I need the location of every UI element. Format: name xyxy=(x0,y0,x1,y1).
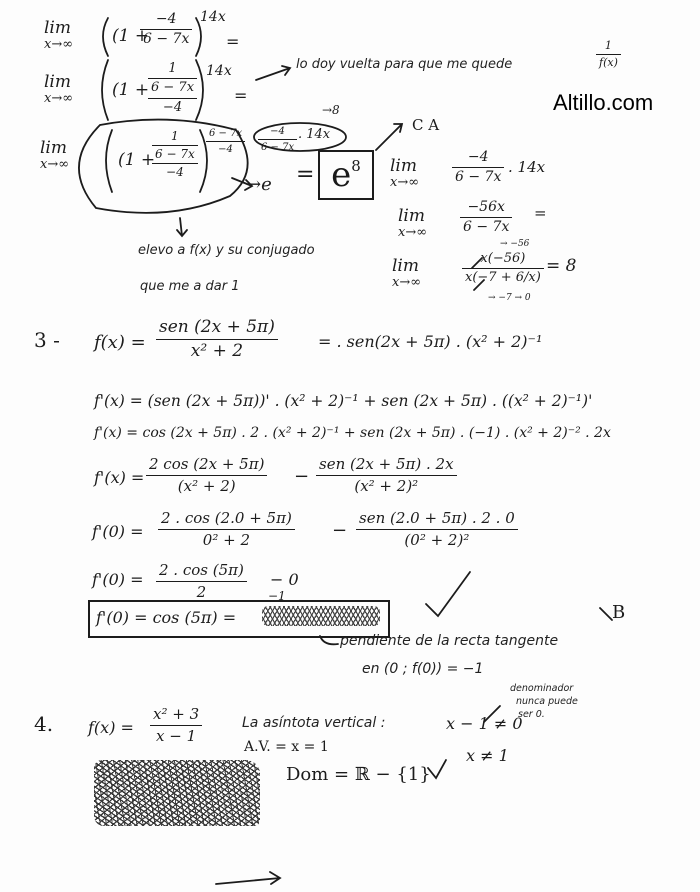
fraction-numerator: x² + 3 xyxy=(153,705,200,723)
note-line: denominador xyxy=(510,683,574,694)
fraction-denominator: x − 1 xyxy=(156,726,197,745)
fraction-denominator: f(x) xyxy=(599,56,618,70)
derivative-label: f'(0) = xyxy=(92,522,144,541)
exponent-fraction xyxy=(206,128,245,155)
fraction xyxy=(356,510,518,548)
function-label: f(x) = xyxy=(88,718,134,737)
fraction-bar xyxy=(316,475,457,476)
fraction-bar xyxy=(156,581,247,582)
fraction-numerator: sen (2x + 5π) . 2x xyxy=(319,455,454,473)
limit-expression xyxy=(40,140,69,171)
small-annotation: → −7 → 0 xyxy=(488,293,531,303)
crossed-out-scribble xyxy=(94,760,260,826)
function-label: f(x) = xyxy=(94,332,146,353)
fraction-numerator: 6 − 7x xyxy=(209,128,243,139)
fraction-denominator: 0² + 2 xyxy=(202,530,251,549)
exponent-multiplier: . 14x xyxy=(298,127,331,142)
fraction-bar xyxy=(152,163,198,164)
expr-open: (1 + xyxy=(112,26,150,46)
problem-number: 4. xyxy=(34,712,54,736)
lim-sub: x→∞ xyxy=(44,36,74,52)
derivative-label: f'(0) = xyxy=(92,570,144,589)
lim-word: lim xyxy=(390,156,417,176)
fraction-numerator: 2 . cos (2.0 + 5π) xyxy=(161,509,292,527)
expression-tail: − 0 xyxy=(270,570,299,589)
fraction xyxy=(462,252,544,286)
paren-stroke xyxy=(196,60,203,120)
ca-result: = 8 xyxy=(546,256,577,276)
boxed-result xyxy=(318,150,374,200)
lim-word: lim xyxy=(44,18,71,38)
fraction-numerator: x(−56) xyxy=(480,251,526,266)
fraction-denominator: (x² + 2) xyxy=(177,476,236,495)
fraction-denominator: −4 xyxy=(166,165,184,180)
fraction-denominator: 6 − 7x xyxy=(463,219,510,236)
fraction-bar xyxy=(158,529,295,530)
watermark-text: Altillo.com xyxy=(553,90,654,115)
fraction-bar xyxy=(462,268,544,269)
fraction-bar xyxy=(356,529,518,530)
lim-sub: x→∞ xyxy=(40,156,70,172)
fraction-numerator: −4 xyxy=(270,126,285,137)
fraction-numerator: 1 xyxy=(171,129,179,143)
equals-sign: = xyxy=(534,204,547,222)
fraction-numerator: sen (2.0 + 5π) . 2 . 0 xyxy=(359,509,515,527)
margin-note: lo doy vuelta para que me quede xyxy=(296,57,513,72)
side-note: que me a dar 1 xyxy=(140,279,240,294)
multiplier: . 14x xyxy=(508,158,546,176)
limit-expression xyxy=(392,258,421,289)
lim-sub: x→∞ xyxy=(392,274,422,290)
paren-stroke xyxy=(103,18,108,56)
lim-sub: x→∞ xyxy=(398,224,428,240)
fraction-denominator: x(−7 + 6/x) xyxy=(465,270,541,286)
fraction xyxy=(156,318,278,360)
fraction-bar xyxy=(140,29,192,30)
problem-number: 3 - xyxy=(34,328,60,352)
fraction-numerator: 1 xyxy=(168,61,177,76)
lim-word: lim xyxy=(44,72,71,92)
equals-sign: = xyxy=(234,86,248,105)
fraction-bar xyxy=(148,78,197,79)
exponent: 14x xyxy=(206,63,232,79)
operator: − xyxy=(332,520,348,541)
arrow-label: →e xyxy=(246,174,272,195)
fraction xyxy=(158,510,295,548)
explanation-note: en (0 ; f(0)) = −1 xyxy=(362,661,484,677)
fraction xyxy=(146,456,267,494)
operator: − xyxy=(294,466,310,487)
asymptote-value: A.V. = x = 1 xyxy=(244,739,329,755)
small-annotation: → −56 xyxy=(500,239,530,249)
equals-sign: = xyxy=(296,162,315,187)
fraction-bar xyxy=(148,98,197,99)
fraction-denominator: 6 − 7x xyxy=(151,80,195,96)
fraction-denominator: 2 xyxy=(196,582,207,601)
arrow-stroke xyxy=(216,872,280,884)
limit-expression xyxy=(44,20,73,51)
arrow-stroke xyxy=(177,218,187,236)
fraction xyxy=(316,456,457,494)
note-line: ser 0. xyxy=(518,709,545,720)
limit-expression xyxy=(44,74,73,105)
note-fraction xyxy=(596,40,621,69)
fraction-numerator: −4 xyxy=(155,11,177,27)
arrow-stroke xyxy=(256,66,290,80)
fraction xyxy=(150,706,202,744)
fraction-numerator: −4 xyxy=(467,149,489,165)
expr-open: (1 + xyxy=(112,80,150,100)
note-line: nunca puede xyxy=(516,696,578,707)
grade-stroke xyxy=(600,608,612,620)
fraction-numerator: 2 . cos (5π) xyxy=(159,561,244,579)
fraction-bar xyxy=(206,141,245,142)
paren-stroke xyxy=(106,130,112,192)
fraction-denominator: 6 − 7x xyxy=(455,169,502,186)
paren-stroke xyxy=(102,60,108,120)
fraction-denominator: 6 − 7x xyxy=(155,147,195,162)
ca-label: C A xyxy=(412,116,440,134)
lim-sub: x→∞ xyxy=(44,90,74,106)
fraction-denominator: −4 xyxy=(162,99,183,115)
final-answer: f'(0) = cos (5π) = xyxy=(96,608,237,627)
derivative-label: f'(x) = xyxy=(94,468,145,487)
grade-mark: B xyxy=(612,602,626,623)
rewritten-expression: = . sen(2x + 5π) . (x² + 2)⁻¹ xyxy=(318,332,543,351)
lim-word: lim xyxy=(392,256,419,276)
fraction-bar xyxy=(156,339,278,340)
fraction-bar xyxy=(596,54,621,55)
domain-result: Dom = ℝ − {1} xyxy=(286,764,431,785)
fraction-denominator: 6 − 7x xyxy=(143,31,190,48)
fraction-denominator: (0² + 2)² xyxy=(404,530,470,549)
fraction xyxy=(452,150,504,186)
fraction-numerator: 2 cos (2x + 5π) xyxy=(149,455,265,473)
side-note: elevo a f(x) y su conjugado xyxy=(138,243,315,258)
fraction-denominator: 6 − 7x xyxy=(261,142,295,153)
equals-sign: = xyxy=(226,32,240,51)
compound-fraction xyxy=(152,130,198,180)
fraction-bar xyxy=(152,145,198,146)
fraction-denominator: −4 xyxy=(218,144,233,155)
derivative-step: f'(x) = (sen (2x + 5π))' . (x² + 2)⁻¹ + sen (2x + 5π) . ((x² + 2)⁻¹)' xyxy=(94,392,593,410)
fraction-denominator: x² + 2 xyxy=(190,340,244,361)
arrow-label: →8 xyxy=(322,103,340,117)
expr-open: (1 + xyxy=(118,150,156,170)
limit-expression xyxy=(398,208,427,239)
arrow-stroke xyxy=(376,124,402,150)
fraction-bar xyxy=(258,139,297,140)
explanation-note: pendiente de la recta tangente xyxy=(340,633,559,649)
limit-expression xyxy=(390,158,419,189)
fraction-bar xyxy=(460,217,512,218)
lim-word: lim xyxy=(398,206,425,226)
compound-fraction xyxy=(148,62,197,115)
asymptote-label: La asíntota vertical : xyxy=(242,715,386,731)
condition-result: x ≠ 1 xyxy=(466,746,509,765)
fraction-numerator: −56x xyxy=(467,199,505,215)
result-exponent: 8 xyxy=(351,157,361,175)
answer-value: −1 xyxy=(268,589,286,603)
fraction xyxy=(140,12,192,48)
fraction-bar xyxy=(452,167,504,168)
fraction-bar xyxy=(146,475,267,476)
exponent: 14x xyxy=(200,9,226,25)
fraction-denominator: (x² + 2)² xyxy=(354,476,419,495)
lim-word: lim xyxy=(40,138,67,158)
fraction-bar xyxy=(150,725,202,726)
condition: x − 1 ≠ 0 xyxy=(446,714,523,733)
crossed-out-scribble xyxy=(262,606,380,626)
fraction-numerator: 1 xyxy=(604,39,612,52)
lim-sub: x→∞ xyxy=(390,174,420,190)
checkmark-stroke xyxy=(426,572,470,616)
fraction-numerator: sen (2x + 5π) xyxy=(159,317,275,337)
fraction xyxy=(156,562,247,600)
exponent-fraction xyxy=(258,126,297,153)
result-base: e xyxy=(331,155,352,195)
fraction xyxy=(460,200,512,236)
derivative-step: f'(x) = cos (2x + 5π) . 2 . (x² + 2)⁻¹ + sen (2x + 5π) . (−1) . (x² + 2)⁻² . 2x xyxy=(94,425,611,441)
